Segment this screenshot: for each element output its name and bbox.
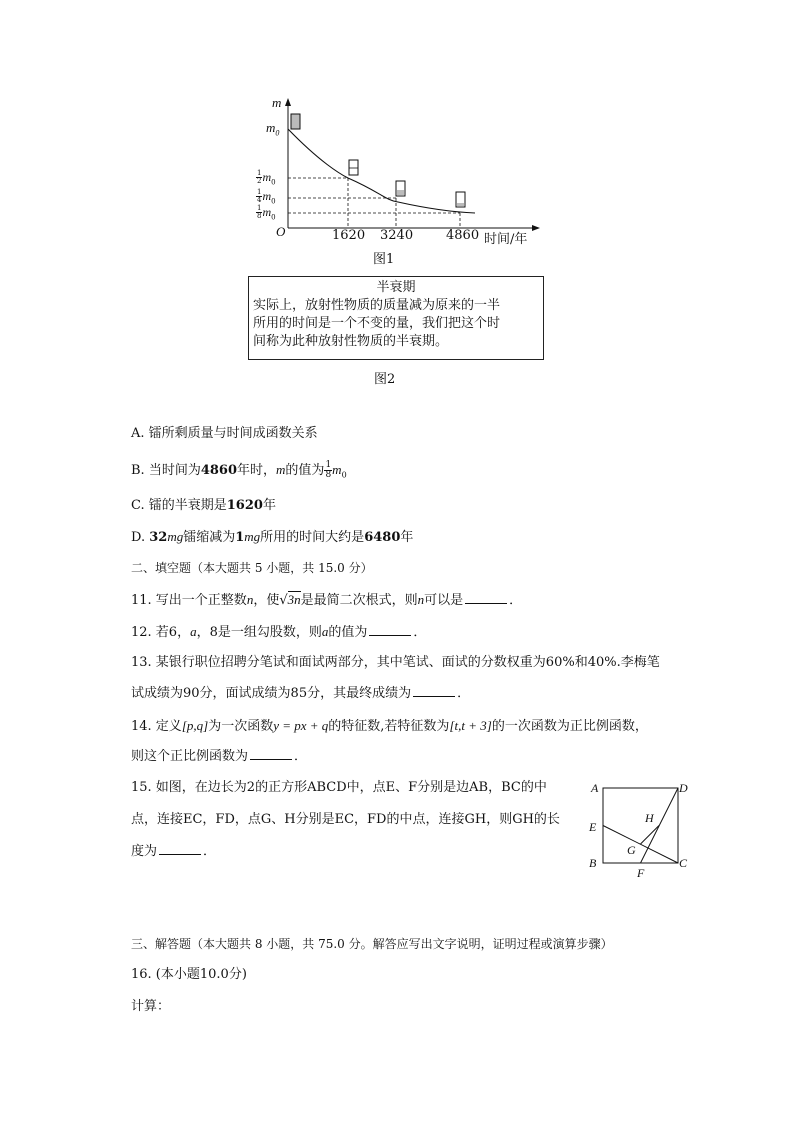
question-16: 16. (本小题10.0分)	[131, 967, 247, 982]
option-c-pre: C. 镭的半衰期是	[131, 498, 227, 513]
m0-sub: 0	[275, 128, 280, 138]
half-life-title: 半衰期	[376, 280, 416, 295]
q12-var: a	[190, 624, 197, 639]
option-b	[131, 460, 347, 486]
figure-2-caption: 图2	[374, 372, 396, 387]
x-tick-4860: 4860	[446, 228, 480, 243]
q11-var2: n	[417, 592, 425, 607]
q14-mid: 为一次函数	[208, 719, 274, 734]
option-d-num1: 32	[149, 530, 168, 545]
option-d-mid: 镭缩减为	[183, 530, 236, 545]
quarter-m: m	[262, 189, 272, 203]
option-d-pre: D.	[131, 530, 150, 545]
option-c-post: 年	[262, 498, 276, 513]
point-e-label: E	[589, 820, 597, 834]
point-h-label: H	[645, 811, 654, 825]
q14-mid2: 的特征数,若特征数为	[328, 719, 450, 734]
q13-tail: ．	[457, 686, 471, 701]
q12-answer-blank[interactable]	[369, 623, 411, 636]
option-d-num3: 6480	[364, 530, 401, 545]
figure-1-decay-graph	[250, 92, 540, 246]
q14-eq: y = px + q	[273, 718, 329, 733]
half-den: 2	[257, 177, 262, 185]
x-tick-1620: 1620	[332, 228, 366, 243]
section-2-heading: 二、填空题（本大题共 5 小题，共 15.0 分）	[131, 561, 373, 575]
option-b-frac-den: 8	[325, 470, 332, 480]
question-12	[131, 622, 426, 643]
option-b-frac-num: 1	[325, 460, 332, 470]
option-c-num: 1620	[226, 498, 263, 513]
q14-tail: ．	[294, 749, 308, 764]
question-14-line-2	[131, 747, 307, 767]
q11-answer-blank[interactable]	[465, 591, 507, 604]
option-b-mid: 年时，	[237, 463, 277, 478]
point-b-label: B	[589, 856, 597, 870]
m0-letter: m	[266, 120, 276, 135]
origin-label: O	[276, 224, 286, 239]
question-15-line-1: 15. 如图，在边长为2的正方形ABCD中，点E、F分别是边AB，BC的中	[131, 780, 547, 795]
half-sub: 0	[271, 178, 276, 187]
q11-radicand: 3n	[287, 592, 301, 607]
quarter-num: 1	[257, 188, 262, 196]
x-tick-3240: 3240	[380, 228, 414, 243]
option-d-post: 年	[400, 530, 414, 545]
option-b-post: 的值为	[285, 463, 325, 478]
x-axis-label: 时间/年	[484, 232, 528, 247]
point-a-label: A	[591, 781, 599, 795]
option-d-num2: 1	[235, 530, 245, 545]
option-d-mid2: 所用的时间大约是	[260, 530, 365, 545]
q14-end: 的一次函数为正比例函数，	[491, 719, 648, 734]
question-13-line-1: 13. 某银行职位招聘分笔试和面试两部分，其中笔试、面试的分数权重为60%和40%.李梅笔	[131, 655, 660, 670]
option-b-num: 4860	[200, 463, 238, 478]
half-num: 1	[257, 169, 262, 177]
eighth-sub: 0	[271, 213, 276, 222]
q11-sqrt	[279, 590, 300, 611]
question-15-line-2: 点，连接EC，FD，点G、H分别是EC，FD的中点，连接GH，则GH的长	[131, 812, 560, 827]
option-a: A. 镭所剩质量与时间成函数关系	[131, 426, 318, 441]
eighth-num: 1	[257, 204, 262, 212]
q11-post: 是最简二次根式，则	[300, 593, 418, 608]
option-c	[131, 496, 276, 516]
question-11	[131, 590, 522, 611]
q13-answer-blank[interactable]	[413, 684, 455, 697]
q14-pre: 14. 定义	[131, 719, 182, 734]
y-label-eighth	[256, 205, 276, 221]
option-d-unit1: mg	[167, 529, 184, 544]
q15-l3: 度为	[131, 844, 158, 859]
half-life-line-1: 实际上，放射性物质的质量减为原来的一半	[253, 298, 501, 313]
q11-tail: ．	[509, 593, 523, 608]
question-15-line-3	[131, 842, 216, 862]
q11-mid: ，使	[253, 593, 280, 608]
q12-var2: a	[321, 624, 329, 639]
option-b-var: m	[276, 462, 286, 477]
figure-1-caption: 图1	[373, 252, 395, 267]
eighth-den: 8	[257, 212, 262, 220]
q14-l2: 则这个正比例函数为	[131, 749, 249, 764]
q12-mid: ，8是一组勾股数，则	[196, 625, 322, 640]
half-life-line-2: 所用的时间是一个不变的量，我们把这个时	[253, 316, 501, 331]
point-f-label: F	[637, 866, 645, 880]
y-label-m0	[266, 120, 279, 138]
sqrt-icon: √	[279, 593, 288, 608]
eighth-m: m	[262, 205, 272, 219]
q15-tail: ．	[203, 844, 217, 859]
q14-bracket2: [t,t + 3]	[449, 718, 492, 733]
option-b-m0-sub: 0	[341, 470, 347, 480]
q12-end: 的值为	[328, 625, 368, 640]
option-b-m0: m	[332, 462, 342, 477]
half-life-definition-box	[248, 276, 544, 360]
q14-bracket: [p,q]	[181, 718, 209, 733]
axis-y-label: m	[272, 95, 282, 110]
option-b-pre: B. 当时间为	[131, 463, 201, 478]
option-d	[131, 527, 413, 548]
y-label-half	[256, 170, 276, 186]
q11-pre: 11. 写出一个正整数	[131, 593, 247, 608]
q13-l2: 试成绩为90分，面试成绩为85分，其最终成绩为	[131, 686, 412, 701]
point-g-label: G	[627, 843, 636, 857]
section-3-heading: 三、解答题（本大题共 8 小题，共 75.0 分。解答应写出文字说明，证明过程或演算步骤）	[131, 937, 613, 951]
y-label-quarter	[256, 189, 276, 205]
half-m: m	[262, 170, 272, 184]
q11-var: n	[246, 592, 254, 607]
q12-tail: ．	[413, 625, 427, 640]
q12-pre: 12. 若6，	[131, 625, 191, 640]
half-life-line-3: 间称为此种放射性物质的半衰期。	[253, 334, 449, 349]
q11-end: 可以是	[424, 593, 464, 608]
question-13-line-2	[131, 684, 470, 704]
q15-answer-blank[interactable]	[159, 842, 201, 855]
option-d-unit2: mg	[244, 529, 261, 544]
question-14-line-1	[131, 716, 648, 737]
calculate-label: 计算：	[131, 999, 171, 1014]
point-c-label: C	[679, 856, 688, 870]
q14-answer-blank[interactable]	[250, 747, 292, 760]
quarter-den: 4	[257, 196, 262, 204]
point-d-label: D	[679, 781, 688, 795]
quarter-sub: 0	[271, 197, 276, 206]
